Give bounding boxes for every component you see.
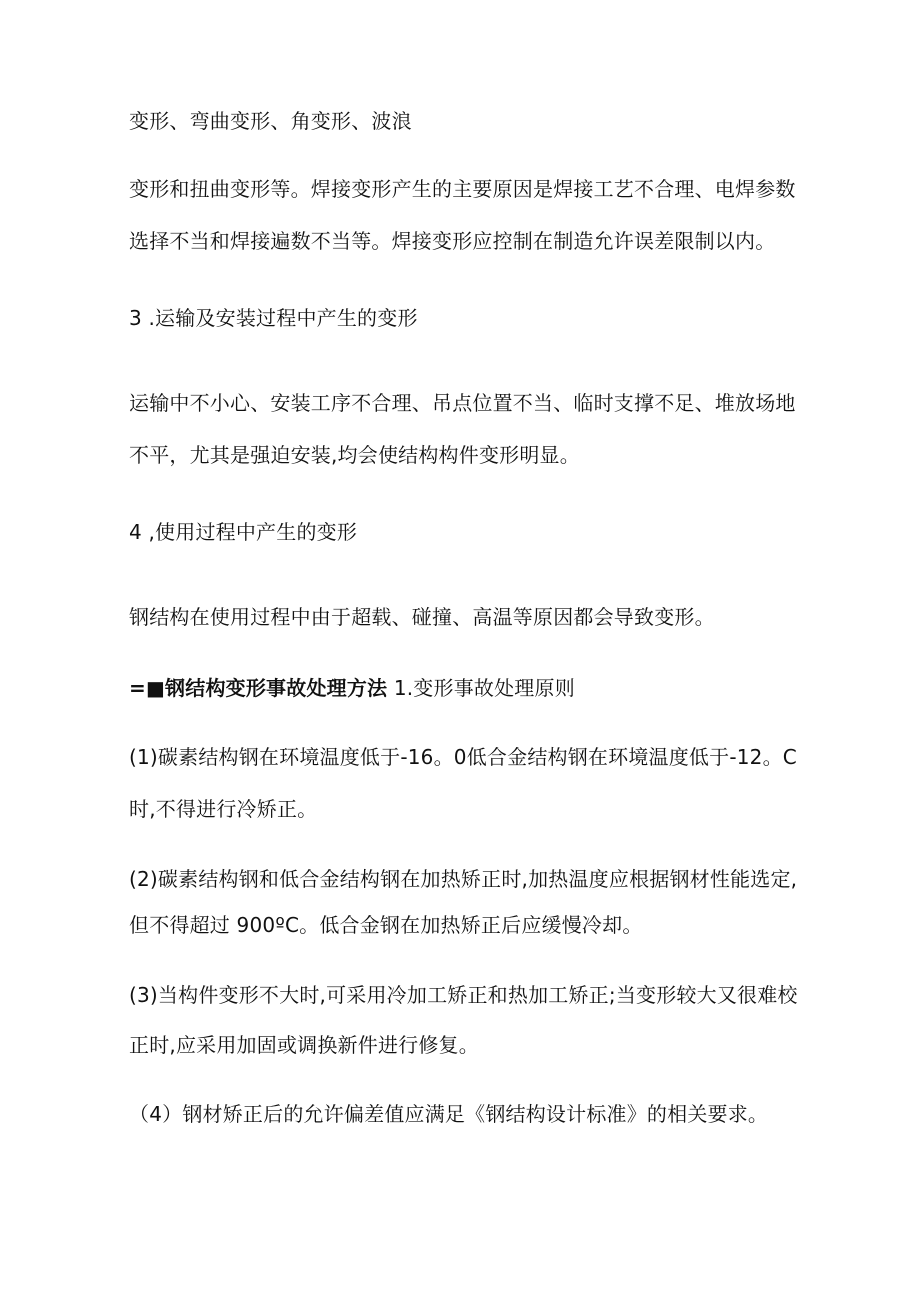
section-heading: 4 ,使用过程中产生的变形 (129, 520, 358, 544)
paragraph-line: 时,不得进行冷矫正。 (129, 797, 318, 821)
paragraph-line: 但不得超过 900ºC。低合金钢在加热矫正后应缓慢冷却。 (129, 913, 643, 937)
paragraph-line: 正时,应采用加固或调换新件进行修复。 (129, 1033, 479, 1057)
paragraph-line: 运输中不小心、安装工序不合理、吊点位置不当、临时支撑不足、堆放场地 (129, 391, 796, 415)
paragraph-line: 钢结构在使用过程中由于超载、碰撞、高温等原因都会导致变形。 (129, 605, 715, 629)
section-heading: 3 .运输及安装过程中产生的变形 (129, 306, 418, 330)
paragraph-line: 选择不当和焊接遍数不当等。焊接变形应控制在制造允许误差限制以内。 (129, 229, 776, 253)
paragraph-line: (1)碳素结构钢在环境温度低于-16。0低合金结构钢在环境温度低于-12。C (129, 745, 797, 769)
chapter-heading-bold: =■钢结构变形事故处理方法 (129, 676, 388, 700)
paragraph-line: 变形、弯曲变形、角变形、波浪 (129, 109, 412, 133)
paragraph-line: 变形和扭曲变形等。焊接变形产生的主要原因是焊接工艺不合理、电焊参数 (129, 177, 796, 201)
chapter-heading-subtitle: 1.变形事故处理原则 (387, 676, 575, 700)
paragraph-line: (3)当构件变形不大时,可采用冷加工矫正和热加工矫正;当变形较大又很难校 (129, 983, 798, 1007)
chapter-heading (129, 674, 809, 702)
paragraph-line: (2)碳素结构钢和低合金结构钢在加热矫正时,加热温度应根据钢材性能选定, (129, 867, 798, 891)
paragraph-line: （4）钢材矫正后的允许偏差值应满足《钢结构设计标准》的相关要求。 (129, 1102, 769, 1126)
paragraph-line: 不平，尤其是强迫安装,均会使结构构件变形明显。 (129, 443, 580, 467)
